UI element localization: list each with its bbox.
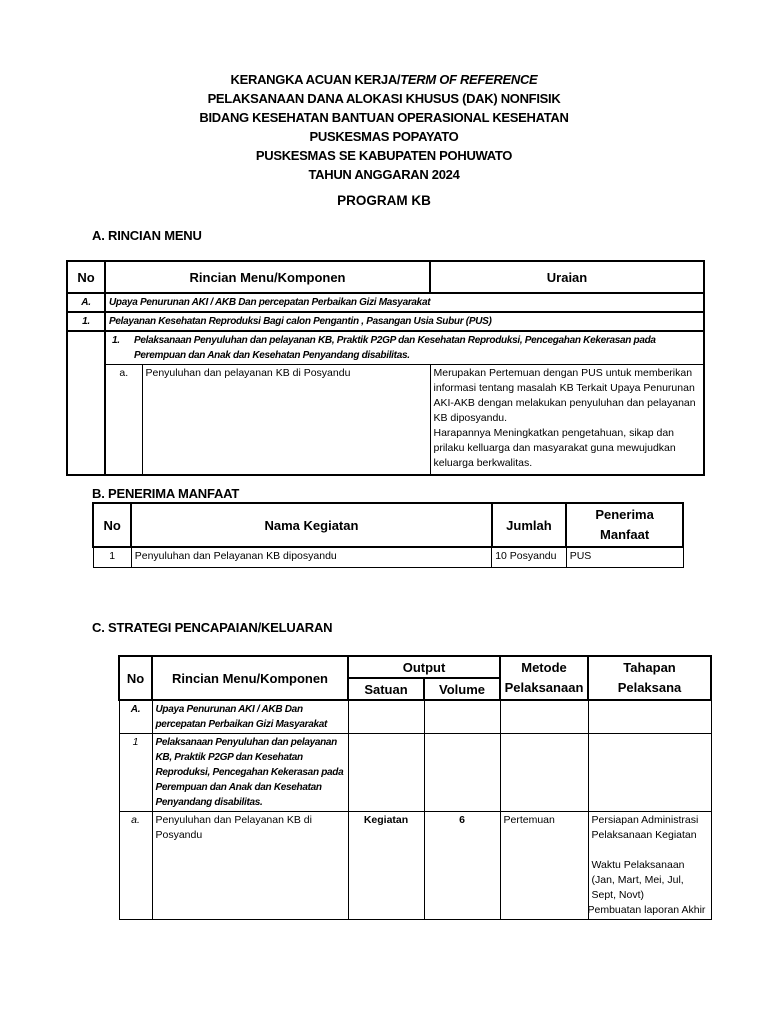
row-no-empty [67,331,105,475]
uraian-paragraph-1: Merupakan Pertemuan dengan PUS untuk memberikan informasi tentang masalah KB Terkait Upaya Penurunan AKI-AKB dengan melakukan penyuluhan dan pelayanan KB diposyandu. [433,367,696,424]
penerima-manfaat-table [92,502,684,568]
cell-penerima: PUS [566,547,683,567]
row-text: Upaya Penurunan AKI / AKB Dan percepatan Perbaikan Gizi Masyarakat [105,293,704,312]
row-no: 1. [67,312,105,331]
empty-cell [424,734,500,812]
row-text [105,331,704,365]
table-row [119,734,711,812]
empty-cell [348,700,424,734]
table-row [67,312,704,331]
cell-nama: Penyuluhan dan Pelayanan KB diposyandu [131,547,491,567]
table-row [67,331,704,365]
cell-volume: 6 [424,812,500,920]
row-text: Penyuluhan dan pelayanan KB di Posyandu [142,365,430,475]
table-header-row [93,503,683,547]
header-line-2: PELAKSANAAN DANA ALOKASI KHUSUS (DAK) NONFISIK [207,91,561,106]
col-header-satuan: Satuan [348,678,424,700]
table-header-row [119,656,711,678]
empty-cell [500,734,588,812]
tahapan-step-2: Waktu Pelaksanaan (Jan, Mart, Mei, Jul, Sept, Novt) [591,859,685,901]
row-text-body: Pelaksanaan Penyuluhan dan pelayanan KB, Praktik P2GP dan Kesehatan Reproduksi, Pencegahan Kekerasan pada Perempuan dan Anak dan Kesehatan Penyandang disabilitas. [134,335,656,361]
col-header-tahapan: Tahapan Pelaksana [588,656,711,700]
row-no: A. [67,293,105,312]
row-no: 1. [112,335,120,346]
table-row [93,547,683,567]
col-header-no: No [119,656,152,700]
table-row [119,700,711,734]
uraian-paragraph-2: Harapannya Meningkatkan pengetahuan, sikap dan prilaku kelluarga dan masyarakat guna mewujudkan keluarga berkwalitas. [433,427,676,469]
header-title-italic: TERM OF REFERENCE [400,72,538,87]
empty-cell [424,700,500,734]
program-title: PROGRAM KB [337,193,431,208]
col-header-menu: Rincian Menu/Komponen [152,656,348,700]
cell-satuan: Kegiatan [348,812,424,920]
row-text: Pelaksanaan Penyuluhan dan pelayanan KB, Praktik P2GP dan Kesehatan Reproduksi, Pencegahan Kekerasan pada Perempuan dan Anak dan Kesehatan Penyandang disabilitas. [152,734,348,812]
strategi-table [118,655,712,920]
header-line-5: PUSKESMAS SE KABUPATEN POHUWATO [255,148,513,163]
empty-cell [588,700,711,734]
section-a-title: A. RINCIAN MENU [92,228,202,243]
col-header-jumlah: Jumlah [492,503,567,547]
table-row [119,812,711,920]
table-row [67,365,704,475]
header-line-1 [0,70,768,89]
empty-cell [348,734,424,812]
header-title-plain: KERANGKA ACUAN KERJA/ [230,72,401,87]
table-header-row [67,261,704,293]
cell-metode: Pertemuan [500,812,588,920]
empty-cell [588,734,711,812]
col-header-menu: Rincian Menu/Komponen [105,261,430,293]
col-header-volume: Volume [424,678,500,700]
col-header-no: No [67,261,105,293]
col-header-output: Output [348,656,500,678]
rincian-menu-table [66,260,705,476]
row-no: A. [119,700,152,734]
row-no: a. [119,812,152,920]
header-line-6: TAHUN ANGGARAN 2024 [308,167,460,182]
col-header-nama: Nama Kegiatan [131,503,491,547]
col-header-uraian: Uraian [430,261,704,293]
row-text: Penyuluhan dan Pelayanan KB di Posyandu [152,812,348,920]
header-line-4: PUSKESMAS POPAYATO [309,129,459,144]
row-text: Upaya Penurunan AKI / AKB Dan percepatan Perbaikan Gizi Masyarakat [152,700,348,734]
section-b-title: B. PENERIMA MANFAAT [92,486,240,501]
row-text: Pelayanan Kesehatan Reproduksi Bagi calon Pengantin , Pasangan Usia Subur (PUS) [105,312,704,331]
cell-tahapan [588,812,711,920]
col-header-no: No [93,503,131,547]
col-header-metode: Metode Pelaksanaan [500,656,588,700]
tahapan-step-1: Persiapan Administrasi Pelaksanaan Kegiatan [591,814,699,841]
row-uraian [430,365,704,475]
row-no: a. [105,365,142,475]
col-header-penerima: Penerima Manfaat [566,503,683,547]
row-no: 1 [119,734,152,812]
tahapan-step-3: Pembuatan laporan Akhir [587,904,706,916]
document-header [0,70,768,184]
cell-jumlah: 10 Posyandu [492,547,567,567]
cell-no: 1 [93,547,131,567]
header-line-3: BIDANG KESEHATAN BANTUAN OPERASIONAL KESEHATAN [199,110,569,125]
table-row [67,293,704,312]
empty-cell [500,700,588,734]
section-c-title: C. STRATEGI PENCAPAIAN/KELUARAN [92,620,333,635]
